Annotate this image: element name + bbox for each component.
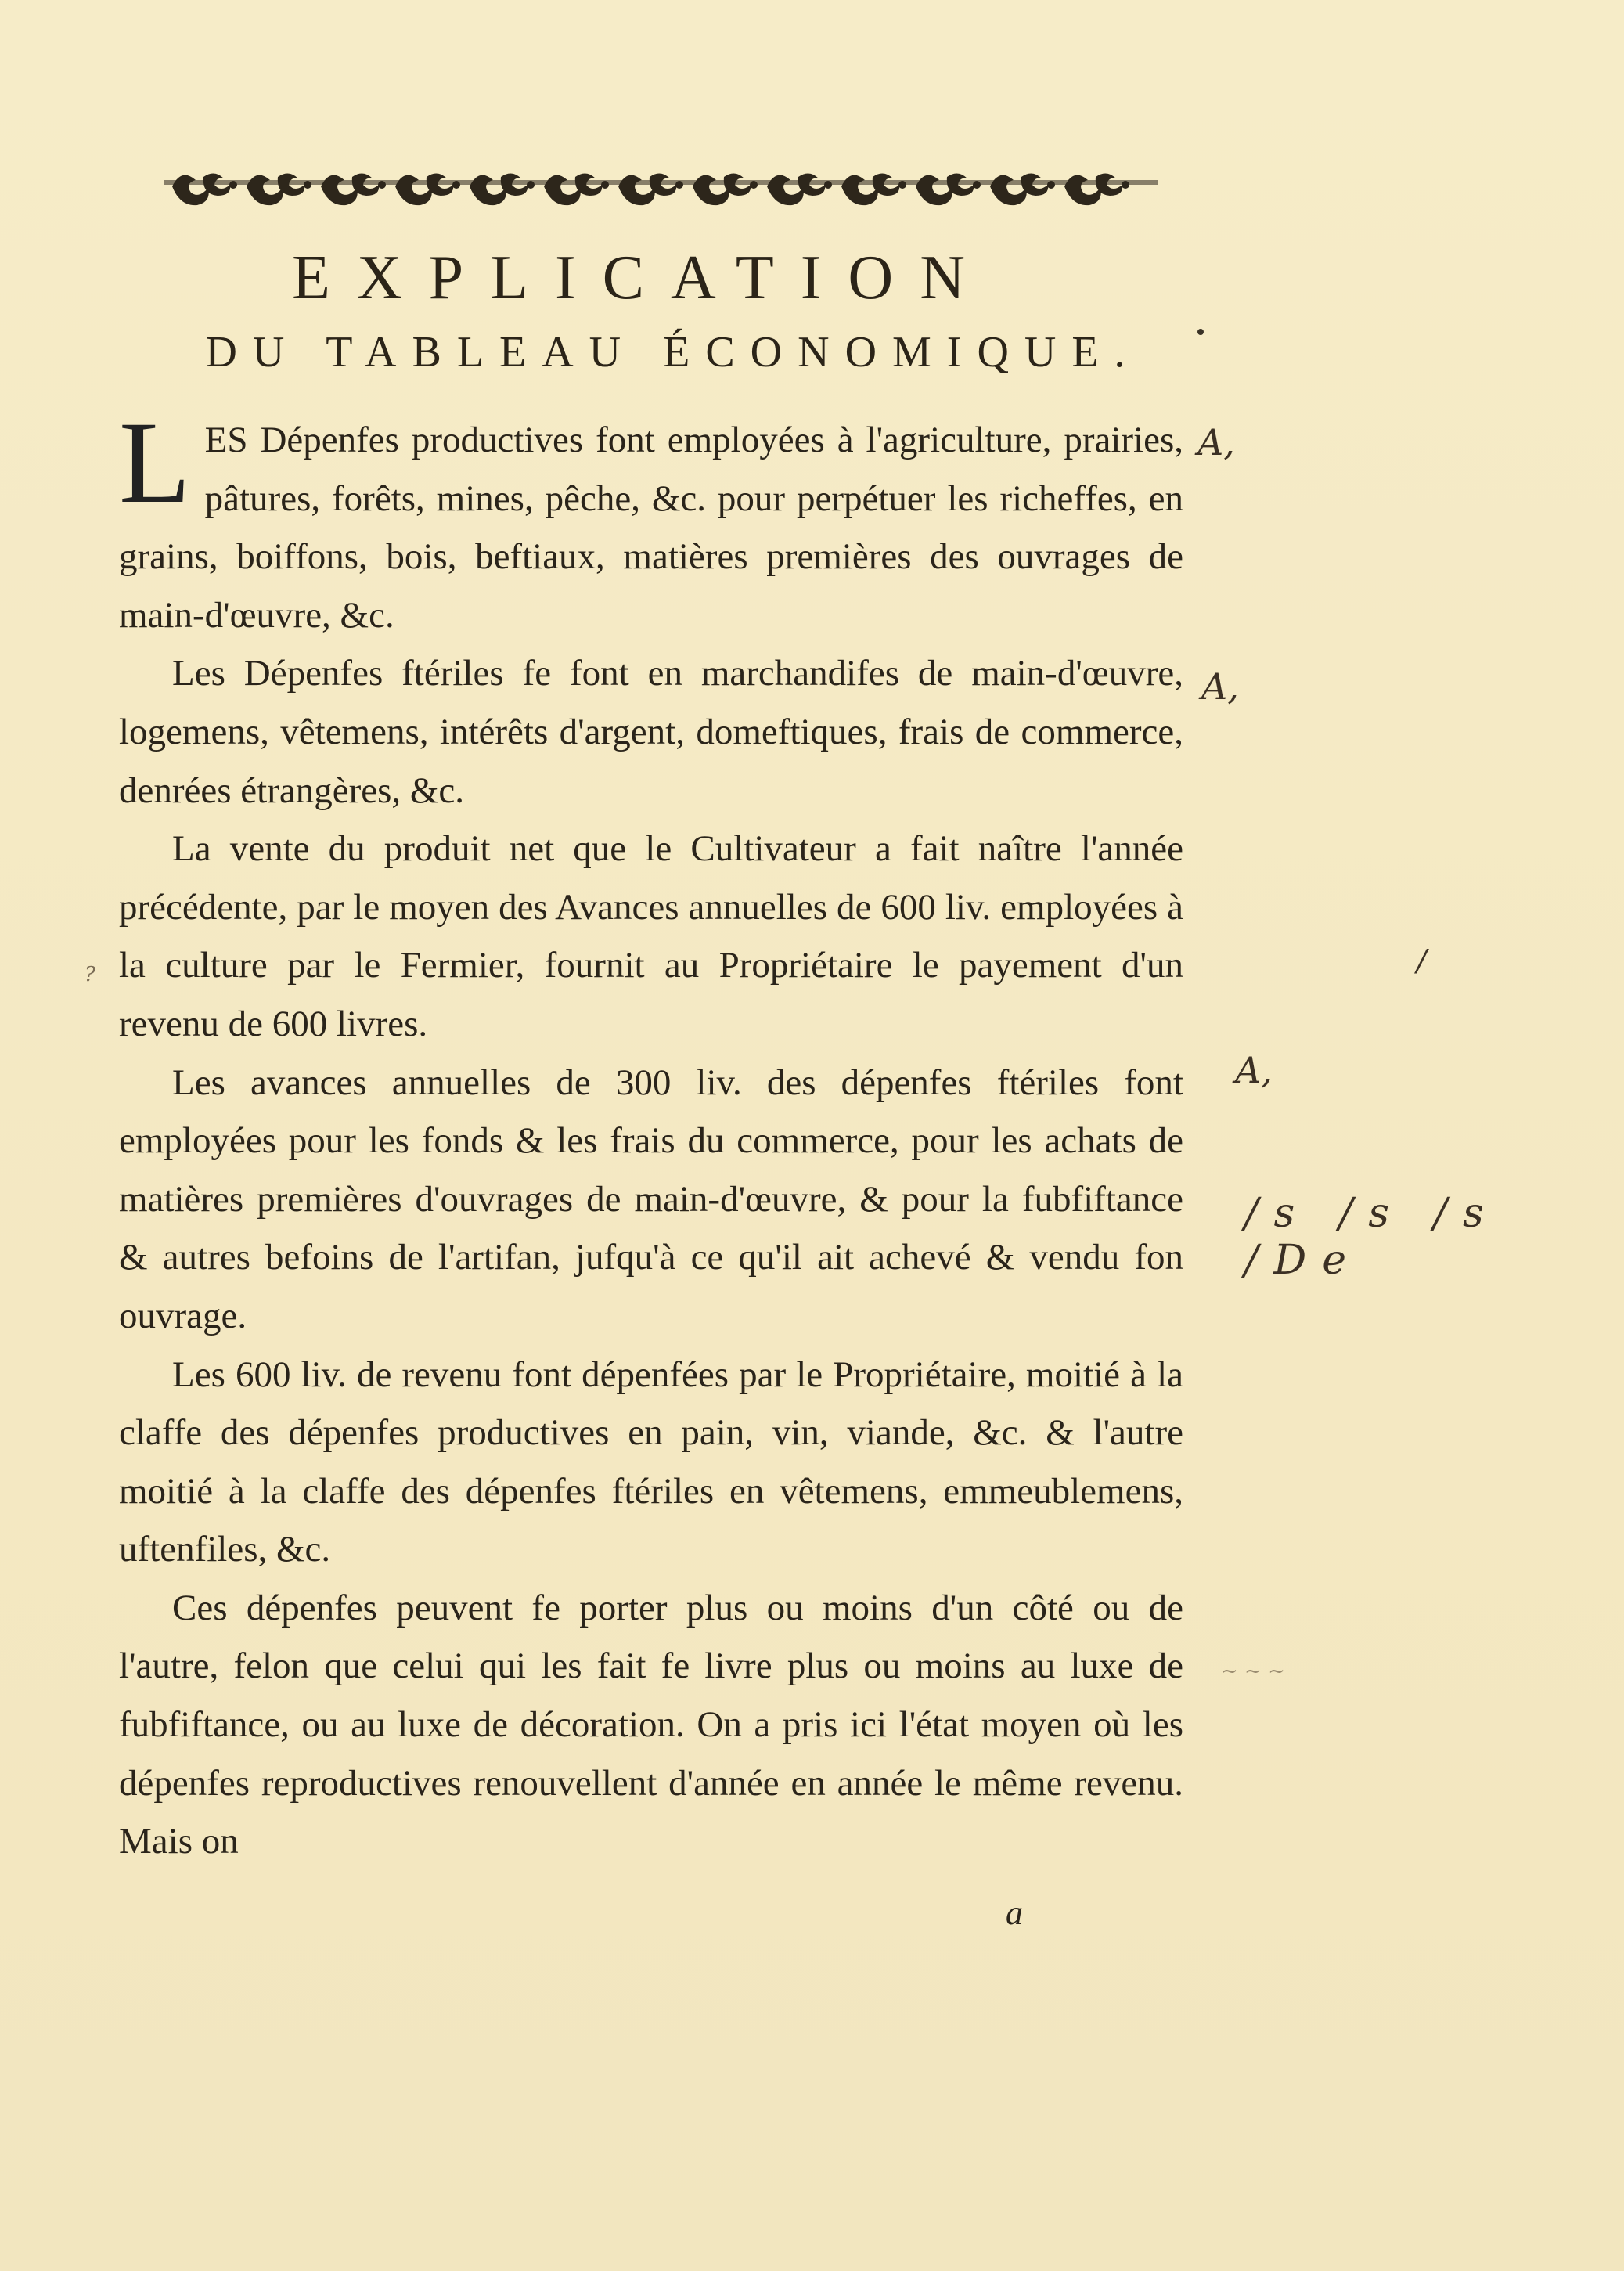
paragraph-text: Les Dépenfes ftériles fe font en marchandifes de main-d'œuvre, logemens, vêtemens, intérêts d'argent, domeftiques, frais de commerce, denrées étrangères, &c. bbox=[119, 653, 1183, 811]
document-body bbox=[119, 398, 1183, 1871]
paragraph-text: Ces dépenfes peuvent fe porter plus ou moins d'un côté ou de l'autre, felon que celui qui les fait fe livre plus ou moins au luxe de fubfiftance, ou au luxe de décoration. On a pris ici l'état moyen où les dépenfes reproductives renouvellent d'année en année le même revenu. Mais on bbox=[119, 1587, 1183, 1862]
margin-note: ~ ~ ~ bbox=[1221, 1660, 1285, 1683]
paragraph-text: Les avances annuelles de 300 liv. des dépenfes ftériles font employées pour les fonds & les frais du commerce, pour les achats de matières premières d'ouvrages de main-d'œuvre, & pour la fubfiftance & autres befoins de l'artifan, jufqu'à ce qu'il ait achevé & vendu fon ouvrage. bbox=[119, 1062, 1183, 1336]
drop-cap: L bbox=[119, 398, 191, 528]
signature-mark: a bbox=[1006, 1894, 1023, 1932]
margin-note: A, bbox=[1235, 1049, 1273, 1091]
paragraph-6 bbox=[119, 1579, 1183, 1871]
margin-note: / bbox=[1417, 943, 1427, 978]
page-title: EXPLICATION bbox=[292, 243, 992, 312]
ornamental-border-icon bbox=[164, 163, 1158, 208]
paragraph-text: La vente du produit net que le Cultivateur a fait naître l'année précédente, par le moyen des Avances annuelles de 600 liv. employées à la culture par le Fermier, fournit au Propriétaire le payement d'un revenu de 600 livres. bbox=[119, 828, 1183, 1044]
paragraph-5 bbox=[119, 1346, 1183, 1579]
margin-note: A, bbox=[1197, 421, 1235, 463]
page-subtitle: DU TABLEAU ÉCONOMIQUE. bbox=[205, 328, 1141, 377]
paragraph-2 bbox=[119, 644, 1183, 820]
ink-dot-icon bbox=[1197, 329, 1204, 335]
paragraph-4 bbox=[119, 1054, 1183, 1346]
paragraph-3 bbox=[119, 820, 1183, 1053]
paragraph-1 bbox=[119, 398, 1183, 644]
margin-note: ? bbox=[85, 963, 95, 986]
paragraph-text: Les 600 liv. de revenu font dépenfées par le Propriétaire, moitié à la claffe des dépenfes productives en pain, vin, viande, &c. & l'autre moitié à la claffe des dépenfes ftériles en vêtemens, emmeublemens, uftenfiles, &c. bbox=[119, 1354, 1183, 1570]
margin-note: A, bbox=[1201, 665, 1239, 708]
margin-note: /s /s /s /De bbox=[1244, 1190, 1500, 1284]
paragraph-text: ES Dépenfes productives font employées à l'agriculture, prairies, pâtures, forêts, mines, pêche, &c. pour perpétuer les richeffes, en grains, boiffons, bois, beftiaux, matières premières des ouvrages de main-d'œuvre, &c. bbox=[119, 420, 1183, 636]
